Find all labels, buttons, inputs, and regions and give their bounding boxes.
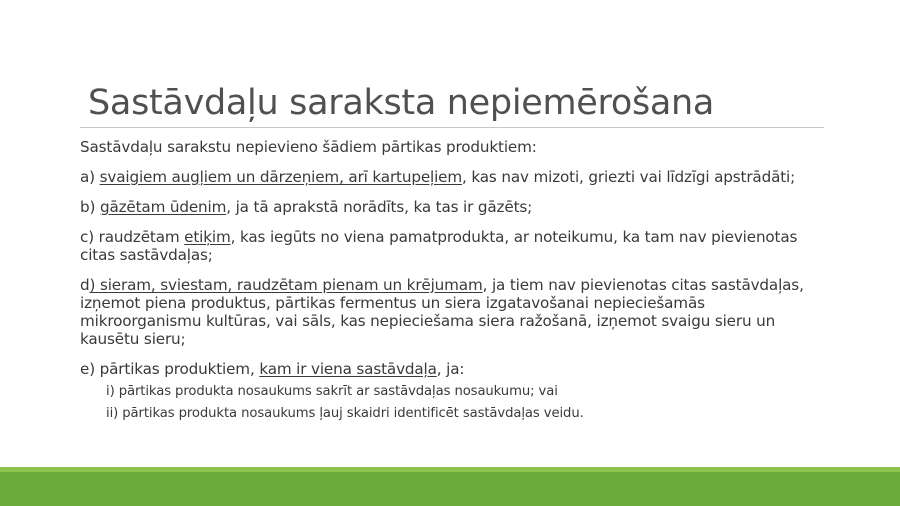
list-item-e bbox=[80, 360, 820, 378]
list-item-c bbox=[80, 228, 820, 264]
item-a-text: , kas nav mizoti, griezti vai līdzīgi apstrādāti; bbox=[462, 168, 796, 186]
item-b-link[interactable]: gāzētam ūdenim bbox=[99, 198, 227, 216]
list-item-d bbox=[80, 276, 820, 348]
footer-accent-stripe bbox=[0, 467, 900, 472]
footer-bar bbox=[0, 467, 900, 506]
item-d-link[interactable]: ) sieram, sviestam, raudzētam pienam un krējumam bbox=[89, 276, 483, 294]
item-e-link[interactable]: kam ir viena sastāvdaļa bbox=[259, 360, 437, 378]
item-c-text: , kas iegūts no viena pamatprodukta, ar noteikumu, ka tam nav pievienotas citas sastāvdaļas; bbox=[80, 228, 798, 264]
item-e-prefix: e) pārtikas produktiem, bbox=[80, 360, 260, 378]
item-d-text: , ja tiem nav pievienotas citas sastāvdaļas, izņemot piena produktus, pārtikas fermentus un siera izgatavošanai nepieciešamās mikroorganismu kultūras, vai sāls, kas nepieciešama siera ražošanā, izņemot svaigu sieru un kausētu sieru; bbox=[80, 276, 804, 348]
list-item-a bbox=[80, 168, 820, 186]
item-a-link[interactable]: svaigiem augļiem un dārzeņiem, arī kartupeļiem bbox=[99, 168, 463, 186]
item-b-text: , ja tā aprakstā norādīts, ka tas ir gāzēts; bbox=[226, 198, 533, 216]
item-a-prefix: a) bbox=[80, 168, 100, 186]
intro-text: Sastāvdaļu sarakstu nepievieno šādiem pārtikas produktiem: bbox=[80, 138, 537, 156]
slide-body bbox=[80, 138, 820, 426]
slide-title: Sastāvdaļu saraksta nepiemērošana bbox=[88, 83, 715, 123]
item-c-link[interactable]: etiķim bbox=[184, 228, 231, 246]
sub-item-i: i) pārtikas produkta nosaukums sakrīt ar sastāvdaļas nosaukumu; vai bbox=[106, 384, 558, 399]
item-e-text: , ja: bbox=[436, 360, 465, 378]
sub-item-ii: ii) pārtikas produkta nosaukums ļauj skaidri identificēt sastāvdaļas veidu. bbox=[106, 406, 584, 421]
title-divider bbox=[80, 127, 824, 128]
item-b-prefix: b) bbox=[80, 198, 100, 216]
item-d-prefix: d bbox=[80, 276, 90, 294]
item-c-prefix: c) raudzētam bbox=[80, 228, 185, 246]
list-item-b bbox=[80, 198, 820, 216]
